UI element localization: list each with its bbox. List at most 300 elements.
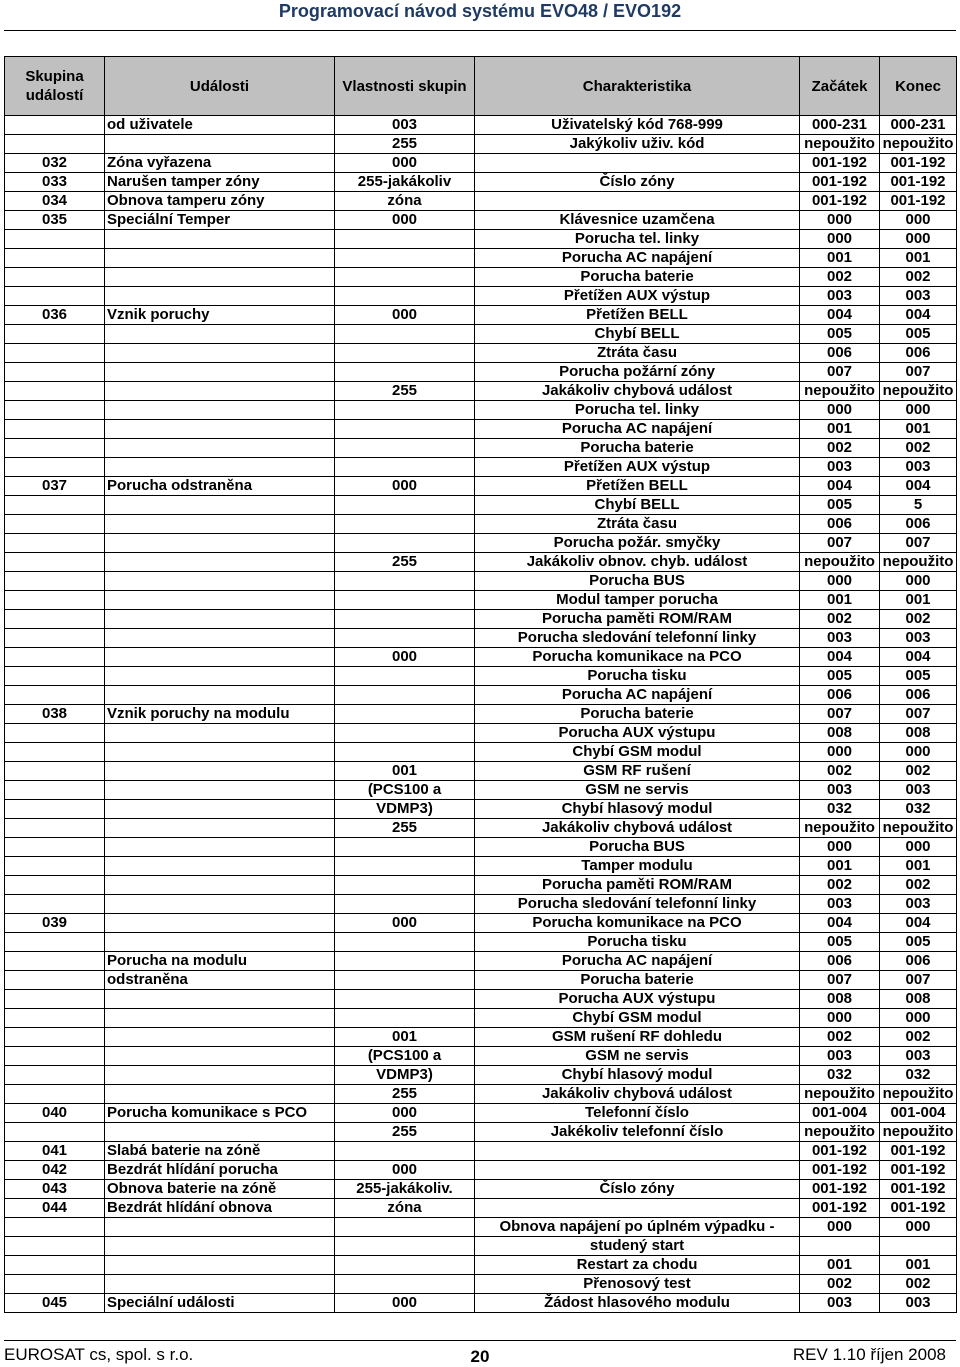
table-row	[5, 838, 957, 857]
cell-characteristic	[475, 1161, 800, 1180]
cell-end: 006	[880, 344, 957, 363]
cell-property: VDMP3)	[335, 800, 475, 819]
table-row	[5, 116, 957, 135]
cell-characteristic: GSM ne servis	[475, 781, 800, 800]
cell-characteristic: Obnova napájení po úplném výpadku -	[475, 1218, 800, 1237]
cell-group	[5, 933, 105, 952]
cell-characteristic: Žádost hlasového modulu	[475, 1294, 800, 1313]
cell-start: 002	[800, 1275, 880, 1294]
cell-end: 006	[880, 686, 957, 705]
cell-property: 000	[335, 306, 475, 325]
cell-event	[105, 420, 335, 439]
cell-event	[105, 876, 335, 895]
cell-characteristic: Porucha tisku	[475, 667, 800, 686]
cell-start: nepoužito	[800, 135, 880, 154]
cell-group	[5, 990, 105, 1009]
cell-group	[5, 496, 105, 515]
header-konec: Konec	[880, 57, 957, 116]
cell-property	[335, 1218, 475, 1237]
cell-start: 008	[800, 724, 880, 743]
cell-event: Porucha komunikace s PCO	[105, 1104, 335, 1123]
table-row	[5, 667, 957, 686]
cell-group	[5, 420, 105, 439]
cell-property	[335, 1275, 475, 1294]
cell-property	[335, 743, 475, 762]
cell-event	[105, 458, 335, 477]
table-row	[5, 1104, 957, 1123]
table-row	[5, 876, 957, 895]
cell-property: 000	[335, 648, 475, 667]
cell-end	[880, 1237, 957, 1256]
cell-property	[335, 325, 475, 344]
cell-property	[335, 591, 475, 610]
cell-characteristic: Přenosový test	[475, 1275, 800, 1294]
cell-start: 007	[800, 971, 880, 990]
cell-event	[105, 648, 335, 667]
table-row	[5, 648, 957, 667]
cell-property	[335, 1237, 475, 1256]
cell-group	[5, 116, 105, 135]
cell-event	[105, 287, 335, 306]
cell-property	[335, 876, 475, 895]
cell-end: 002	[880, 762, 957, 781]
cell-event: Vznik poruchy na modulu	[105, 705, 335, 724]
cell-event	[105, 743, 335, 762]
cell-end: 032	[880, 800, 957, 819]
cell-start: 001	[800, 857, 880, 876]
table-row	[5, 1180, 957, 1199]
cell-property	[335, 895, 475, 914]
cell-characteristic: Porucha baterie	[475, 268, 800, 287]
cell-start: 003	[800, 1294, 880, 1313]
cell-start: 006	[800, 344, 880, 363]
cell-end: nepoužito	[880, 819, 957, 838]
cell-end: 008	[880, 724, 957, 743]
table-row	[5, 477, 957, 496]
cell-group	[5, 876, 105, 895]
cell-characteristic: Porucha AC napájení	[475, 249, 800, 268]
cell-event	[105, 1009, 335, 1028]
cell-end: 000-231	[880, 116, 957, 135]
table-row	[5, 1218, 957, 1237]
table-row	[5, 1294, 957, 1313]
cell-start: nepoužito	[800, 819, 880, 838]
cell-end: nepoužito	[880, 135, 957, 154]
cell-characteristic: Porucha požární zóny	[475, 363, 800, 382]
table-row	[5, 420, 957, 439]
cell-group	[5, 743, 105, 762]
cell-group	[5, 781, 105, 800]
cell-event	[105, 1047, 335, 1066]
cell-event	[105, 1256, 335, 1275]
cell-start: 003	[800, 287, 880, 306]
cell-group	[5, 439, 105, 458]
cell-group: 040	[5, 1104, 105, 1123]
cell-event	[105, 610, 335, 629]
cell-property	[335, 534, 475, 553]
cell-event	[105, 572, 335, 591]
cell-property: 000	[335, 477, 475, 496]
cell-group	[5, 1275, 105, 1294]
cell-start: 000-231	[800, 116, 880, 135]
cell-property	[335, 667, 475, 686]
header-udalosti: Události	[105, 57, 335, 116]
cell-start: 001-192	[800, 1199, 880, 1218]
cell-group	[5, 629, 105, 648]
table-row	[5, 933, 957, 952]
cell-property	[335, 629, 475, 648]
cell-end: 000	[880, 230, 957, 249]
cell-group	[5, 819, 105, 838]
cell-group	[5, 325, 105, 344]
cell-end: 032	[880, 1066, 957, 1085]
cell-start: 001-004	[800, 1104, 880, 1123]
cell-group	[5, 553, 105, 572]
cell-property: 000	[335, 1104, 475, 1123]
cell-property: 000	[335, 154, 475, 173]
cell-event	[105, 515, 335, 534]
cell-end: nepoužito	[880, 382, 957, 401]
cell-event	[105, 819, 335, 838]
header-charakteristika: Charakteristika	[475, 57, 800, 116]
cell-property	[335, 439, 475, 458]
cell-end: 003	[880, 1047, 957, 1066]
cell-property: 003	[335, 116, 475, 135]
cell-start: 032	[800, 800, 880, 819]
table-row	[5, 629, 957, 648]
cell-characteristic: Porucha AC napájení	[475, 952, 800, 971]
cell-property	[335, 230, 475, 249]
cell-event	[105, 990, 335, 1009]
cell-event	[105, 724, 335, 743]
cell-property: 000	[335, 1294, 475, 1313]
cell-characteristic: Telefonní číslo	[475, 1104, 800, 1123]
cell-property	[335, 249, 475, 268]
cell-start: nepoužito	[800, 1123, 880, 1142]
cell-characteristic: Restart za chodu	[475, 1256, 800, 1275]
cell-event	[105, 895, 335, 914]
cell-characteristic: Chybí GSM modul	[475, 1009, 800, 1028]
cell-start	[800, 1237, 880, 1256]
table-row	[5, 724, 957, 743]
cell-characteristic: GSM rušení RF dohledu	[475, 1028, 800, 1047]
cell-start: nepoužito	[800, 1085, 880, 1104]
cell-characteristic: Porucha komunikace na PCO	[475, 648, 800, 667]
cell-start: 005	[800, 325, 880, 344]
cell-end: 003	[880, 629, 957, 648]
cell-group	[5, 971, 105, 990]
cell-start: 002	[800, 1028, 880, 1047]
cell-event	[105, 857, 335, 876]
cell-property	[335, 363, 475, 382]
cell-characteristic: Porucha AC napájení	[475, 420, 800, 439]
table-row	[5, 534, 957, 553]
table-row	[5, 515, 957, 534]
cell-start: 000	[800, 743, 880, 762]
cell-property: zóna	[335, 192, 475, 211]
cell-group	[5, 667, 105, 686]
cell-property	[335, 686, 475, 705]
cell-start: 005	[800, 496, 880, 515]
cell-characteristic: Porucha tel. linky	[475, 230, 800, 249]
cell-property: 000	[335, 211, 475, 230]
cell-characteristic: Jakýkoliv uživ. kód	[475, 135, 800, 154]
cell-event	[105, 496, 335, 515]
cell-end: 5	[880, 496, 957, 515]
cell-start: 000	[800, 572, 880, 591]
cell-event	[105, 268, 335, 287]
cell-event	[105, 629, 335, 648]
cell-property	[335, 610, 475, 629]
cell-group: 043	[5, 1180, 105, 1199]
cell-characteristic: Porucha BUS	[475, 838, 800, 857]
cell-group	[5, 686, 105, 705]
cell-property	[335, 724, 475, 743]
table-row	[5, 458, 957, 477]
cell-property	[335, 933, 475, 952]
cell-start: 008	[800, 990, 880, 1009]
header-skupina: Skupina událostí	[5, 57, 105, 116]
table-row	[5, 325, 957, 344]
table-row	[5, 382, 957, 401]
table-row	[5, 914, 957, 933]
cell-end: 002	[880, 876, 957, 895]
cell-start: 006	[800, 686, 880, 705]
cell-start: 003	[800, 458, 880, 477]
cell-event: Porucha odstraněna	[105, 477, 335, 496]
cell-property	[335, 515, 475, 534]
cell-end: 000	[880, 211, 957, 230]
cell-group: 034	[5, 192, 105, 211]
cell-group	[5, 610, 105, 629]
cell-start: 003	[800, 895, 880, 914]
cell-start: 002	[800, 268, 880, 287]
cell-group	[5, 762, 105, 781]
table-row	[5, 1028, 957, 1047]
footer-divider	[4, 1340, 956, 1341]
cell-start: 004	[800, 306, 880, 325]
table-row	[5, 192, 957, 211]
cell-characteristic: Chybí hlasový modul	[475, 800, 800, 819]
cell-property	[335, 952, 475, 971]
cell-characteristic: Chybí GSM modul	[475, 743, 800, 762]
cell-event	[105, 933, 335, 952]
table-row	[5, 135, 957, 154]
cell-group: 037	[5, 477, 105, 496]
cell-end: 001-192	[880, 1180, 957, 1199]
cell-end: 001-192	[880, 1161, 957, 1180]
cell-characteristic: Porucha baterie	[475, 971, 800, 990]
cell-end: 006	[880, 515, 957, 534]
cell-end: 003	[880, 1294, 957, 1313]
table-row	[5, 1066, 957, 1085]
cell-characteristic: Porucha baterie	[475, 705, 800, 724]
cell-property: 001	[335, 1028, 475, 1047]
cell-event: Porucha na modulu	[105, 952, 335, 971]
cell-characteristic	[475, 154, 800, 173]
cell-characteristic: Porucha paměti ROM/RAM	[475, 610, 800, 629]
cell-end: 002	[880, 439, 957, 458]
cell-start: 001-192	[800, 192, 880, 211]
cell-end: 001-192	[880, 173, 957, 192]
cell-property: (PCS100 a	[335, 781, 475, 800]
table-row	[5, 971, 957, 990]
cell-start: 001	[800, 420, 880, 439]
cell-end: 003	[880, 895, 957, 914]
cell-event	[105, 1085, 335, 1104]
cell-start: 001-192	[800, 173, 880, 192]
cell-end: 001	[880, 420, 957, 439]
cell-end: 001	[880, 591, 957, 610]
cell-group	[5, 857, 105, 876]
cell-end: 001-192	[880, 1142, 957, 1161]
cell-characteristic: Porucha AUX výstupu	[475, 990, 800, 1009]
cell-property	[335, 705, 475, 724]
table-row	[5, 1142, 957, 1161]
cell-event: Obnova tamperu zóny	[105, 192, 335, 211]
cell-group	[5, 648, 105, 667]
table-row	[5, 1237, 957, 1256]
cell-group	[5, 591, 105, 610]
table-row	[5, 249, 957, 268]
table-row	[5, 154, 957, 173]
cell-start: 000	[800, 1009, 880, 1028]
cell-group: 041	[5, 1142, 105, 1161]
cell-property	[335, 990, 475, 1009]
cell-characteristic	[475, 1142, 800, 1161]
cell-characteristic	[475, 192, 800, 211]
table-row	[5, 344, 957, 363]
cell-group	[5, 458, 105, 477]
cell-group	[5, 344, 105, 363]
cell-event	[105, 1275, 335, 1294]
cell-event	[105, 1123, 335, 1142]
cell-end: 004	[880, 914, 957, 933]
cell-start: 002	[800, 876, 880, 895]
cell-group	[5, 800, 105, 819]
event-table	[4, 56, 957, 1313]
cell-property	[335, 971, 475, 990]
table-header-row	[5, 57, 957, 116]
cell-property: 255	[335, 1085, 475, 1104]
cell-group	[5, 1237, 105, 1256]
cell-event	[105, 325, 335, 344]
cell-group: 033	[5, 173, 105, 192]
table-row	[5, 1256, 957, 1275]
cell-start: nepoužito	[800, 553, 880, 572]
cell-start: 001	[800, 249, 880, 268]
cell-start: 001-192	[800, 1180, 880, 1199]
cell-event: Zóna vyřazena	[105, 154, 335, 173]
cell-start: 003	[800, 1047, 880, 1066]
cell-group	[5, 1085, 105, 1104]
table-row	[5, 211, 957, 230]
table-row	[5, 363, 957, 382]
cell-characteristic: studený start	[475, 1237, 800, 1256]
cell-end: 002	[880, 268, 957, 287]
cell-event: od uživatele	[105, 116, 335, 135]
cell-group	[5, 952, 105, 971]
cell-end: 007	[880, 705, 957, 724]
cell-event	[105, 591, 335, 610]
cell-group	[5, 1028, 105, 1047]
cell-end: 008	[880, 990, 957, 1009]
cell-group	[5, 895, 105, 914]
cell-end: 004	[880, 648, 957, 667]
cell-start: 001	[800, 1256, 880, 1275]
cell-event	[105, 401, 335, 420]
cell-group	[5, 1009, 105, 1028]
cell-property: 001	[335, 762, 475, 781]
cell-characteristic: Porucha AUX výstupu	[475, 724, 800, 743]
cell-event	[105, 249, 335, 268]
cell-event	[105, 1218, 335, 1237]
cell-group	[5, 1256, 105, 1275]
cell-event	[105, 230, 335, 249]
cell-group: 039	[5, 914, 105, 933]
cell-start: 000	[800, 211, 880, 230]
cell-group: 045	[5, 1294, 105, 1313]
cell-end: 001-192	[880, 192, 957, 211]
table-row	[5, 1199, 957, 1218]
cell-group: 038	[5, 705, 105, 724]
cell-end: 004	[880, 477, 957, 496]
cell-property: 255	[335, 553, 475, 572]
cell-event	[105, 1237, 335, 1256]
table-row	[5, 230, 957, 249]
cell-characteristic: Jakákoliv chybová událost	[475, 1085, 800, 1104]
cell-characteristic: Porucha tel. linky	[475, 401, 800, 420]
cell-group	[5, 363, 105, 382]
cell-property: zóna	[335, 1199, 475, 1218]
cell-start: 002	[800, 610, 880, 629]
table-row	[5, 952, 957, 971]
cell-end: nepoužito	[880, 1085, 957, 1104]
header-zacatek: Začátek	[800, 57, 880, 116]
cell-property	[335, 857, 475, 876]
cell-start: 000	[800, 1218, 880, 1237]
cell-end: 005	[880, 667, 957, 686]
cell-end: 000	[880, 743, 957, 762]
cell-characteristic: Jakákoliv chybová událost	[475, 819, 800, 838]
cell-end: 000	[880, 1218, 957, 1237]
cell-property: 000	[335, 914, 475, 933]
cell-end: 000	[880, 838, 957, 857]
table-row	[5, 496, 957, 515]
cell-end: 003	[880, 287, 957, 306]
table-row	[5, 895, 957, 914]
cell-end: 004	[880, 306, 957, 325]
table-row	[5, 610, 957, 629]
table-row	[5, 686, 957, 705]
cell-start: 001-192	[800, 154, 880, 173]
cell-end: 001-192	[880, 1199, 957, 1218]
cell-characteristic: Porucha BUS	[475, 572, 800, 591]
cell-start: 007	[800, 534, 880, 553]
cell-group	[5, 572, 105, 591]
header-vlastnosti: Vlastnosti skupin	[335, 57, 475, 116]
cell-start: 003	[800, 781, 880, 800]
table-row	[5, 173, 957, 192]
table-row	[5, 1123, 957, 1142]
cell-group	[5, 515, 105, 534]
cell-group	[5, 230, 105, 249]
cell-characteristic: Číslo zóny	[475, 173, 800, 192]
cell-property: 255	[335, 1123, 475, 1142]
cell-property: 255-jakákoliv	[335, 173, 475, 192]
cell-property	[335, 1009, 475, 1028]
cell-start: 001-192	[800, 1161, 880, 1180]
